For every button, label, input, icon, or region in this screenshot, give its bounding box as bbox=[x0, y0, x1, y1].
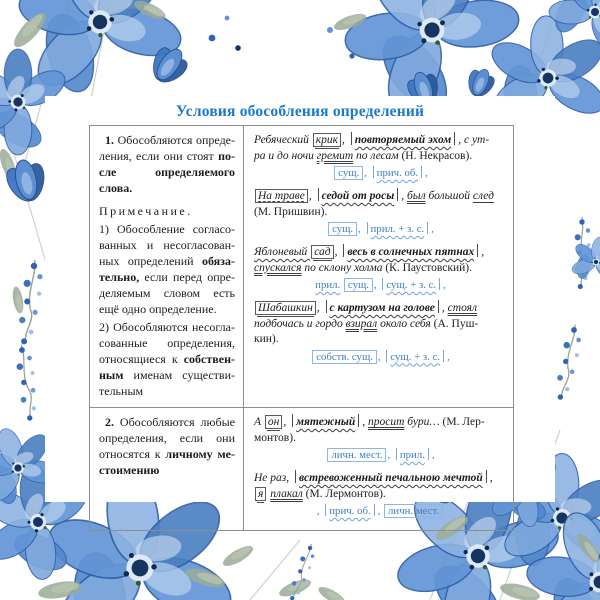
text-segment: , bbox=[443, 279, 446, 291]
table-row bbox=[90, 126, 513, 407]
sentence-line bbox=[252, 300, 509, 317]
text-segment: сущ. bbox=[334, 166, 363, 180]
text-segment: , bbox=[377, 350, 384, 363]
example-sentence bbox=[252, 244, 509, 293]
text-segment: На траве bbox=[255, 189, 308, 203]
text-segment: кин). bbox=[254, 333, 279, 345]
text-segment: встревоженный печальною мечтой bbox=[299, 472, 483, 484]
text-segment: большой bbox=[425, 190, 473, 202]
sentence-line bbox=[252, 132, 509, 149]
phrase-bar bbox=[427, 222, 428, 234]
phrase-bar bbox=[358, 414, 359, 427]
phrase-bar bbox=[343, 244, 344, 257]
text-segment: , bbox=[341, 134, 348, 146]
text-segment: сущ. bbox=[328, 222, 357, 236]
text-segment: (К. Паустовский). bbox=[385, 261, 472, 274]
text-segment: , bbox=[489, 472, 493, 484]
text-segment bbox=[340, 279, 343, 291]
sentence-line bbox=[252, 317, 509, 333]
sentence-line bbox=[252, 431, 509, 447]
text-segment: собств. сущ. bbox=[312, 350, 377, 364]
morphology-label bbox=[252, 504, 509, 519]
text-segment: 2) Обособляются несогласованные определения, относящиеся к bbox=[99, 320, 235, 366]
text-segment: сущ. bbox=[344, 278, 373, 292]
text-segment: прич. об. bbox=[329, 505, 371, 517]
text-segment: прил. bbox=[315, 279, 341, 291]
sentence-line bbox=[252, 188, 509, 205]
text-segment: просит bbox=[368, 416, 405, 428]
phrase-bar bbox=[318, 188, 319, 201]
text-segment: бури… bbox=[404, 416, 443, 428]
text-segment: именам существительным bbox=[99, 368, 235, 398]
morphology-label bbox=[252, 222, 509, 237]
text-segment: Яблоневый bbox=[254, 246, 311, 258]
text-segment: по склону холма bbox=[301, 261, 386, 274]
text-segment: , bbox=[481, 246, 485, 258]
example-sentence bbox=[252, 470, 509, 519]
text-segment: , bbox=[316, 302, 323, 314]
text-segment: с картузом на голове bbox=[329, 302, 435, 314]
rule-paragraph bbox=[99, 221, 235, 317]
text-segment: он bbox=[265, 415, 282, 429]
text-segment: я bbox=[255, 487, 266, 501]
text-segment: , bbox=[358, 223, 364, 235]
text-segment: сущ. + з. с. bbox=[386, 279, 437, 291]
text-segment: обязательно, bbox=[99, 254, 235, 284]
text-segment: , bbox=[364, 167, 370, 179]
text-segment: по лесам bbox=[353, 149, 402, 162]
text-segment: (М. Пришвин). bbox=[254, 205, 328, 218]
text-segment: , bbox=[431, 449, 435, 461]
text-segment: (А. Пуш- bbox=[433, 317, 479, 330]
examples-cell-1 bbox=[244, 126, 513, 407]
phrase-bar bbox=[374, 504, 375, 516]
text-segment: А bbox=[254, 416, 264, 428]
rule-paragraph bbox=[99, 203, 235, 219]
table-row bbox=[90, 407, 513, 530]
text-segment: Шабашкин bbox=[255, 301, 316, 315]
page-title: Условия обособления определений bbox=[175, 103, 425, 120]
text-segment: , bbox=[377, 505, 384, 517]
text-segment: (М. Лер- bbox=[442, 416, 485, 428]
morphology-label bbox=[252, 166, 509, 181]
morphology-label bbox=[252, 350, 509, 365]
text-segment: , bbox=[334, 246, 341, 258]
text-segment: , с ут- bbox=[458, 134, 490, 146]
text-segment: личн. мест. bbox=[384, 504, 443, 518]
phrase-bar bbox=[386, 350, 387, 362]
text-segment: седой от росы bbox=[321, 190, 395, 202]
phrase-bar bbox=[373, 166, 374, 178]
text-segment: , bbox=[373, 279, 380, 291]
sentence-line bbox=[252, 244, 509, 261]
phrase-bar bbox=[292, 414, 293, 427]
text-segment: личн. мест. bbox=[327, 448, 386, 462]
example-sentence bbox=[252, 300, 509, 365]
example-sentence bbox=[252, 414, 509, 463]
text-segment: повторяемый эхом bbox=[354, 134, 452, 146]
text-segment: сущ. + з. с. bbox=[390, 350, 441, 363]
phrase-bar bbox=[397, 188, 398, 201]
morphology-label bbox=[252, 278, 509, 293]
content-panel bbox=[45, 96, 555, 517]
text-segment: был bbox=[407, 190, 426, 202]
text-segment: Обособляются любые определения, если они относятся к bbox=[99, 415, 235, 461]
sentence-line bbox=[252, 414, 509, 431]
phrase-bar bbox=[439, 278, 440, 290]
phrase-bar bbox=[486, 470, 487, 483]
rule-paragraph bbox=[99, 414, 235, 478]
text-segment: мятежный bbox=[296, 416, 356, 428]
sentence-line bbox=[252, 470, 509, 487]
text-segment: стоял bbox=[447, 302, 478, 314]
text-segment: спускался bbox=[254, 261, 302, 274]
rule-cell-2 bbox=[90, 408, 244, 530]
text-segment: собственным bbox=[99, 352, 235, 382]
text-segment: плакал bbox=[270, 487, 303, 500]
phrase-bar bbox=[428, 448, 429, 460]
text-segment: монтов). bbox=[254, 431, 296, 444]
phrase-bar bbox=[477, 244, 478, 257]
rule-paragraph bbox=[99, 319, 235, 399]
phrase-bar bbox=[295, 470, 296, 483]
text-segment: 2. bbox=[105, 415, 114, 429]
example-sentence bbox=[252, 188, 509, 237]
phrase-bar bbox=[325, 504, 326, 516]
text-segment: Обособляются определения, если они стоят bbox=[99, 133, 235, 163]
text-segment: Ребяческий bbox=[254, 134, 312, 146]
phrase-bar bbox=[351, 132, 352, 145]
example-sentence bbox=[252, 132, 509, 181]
sentence-line bbox=[252, 261, 509, 277]
text-segment: ра и до ночи bbox=[254, 149, 317, 162]
morphology-label bbox=[252, 448, 509, 463]
sentence-line bbox=[252, 332, 509, 348]
phrase-bar bbox=[396, 448, 397, 460]
phrase-bar bbox=[438, 300, 439, 313]
text-segment: , bbox=[425, 167, 428, 179]
text-segment: прил. + з. с. bbox=[370, 223, 425, 235]
text-segment: около себя bbox=[377, 317, 434, 330]
text-segment: гремит bbox=[316, 149, 354, 162]
rule-cell-1 bbox=[90, 126, 244, 407]
text-segment: , bbox=[431, 223, 434, 235]
sentence-line bbox=[252, 487, 509, 503]
text-segment: , bbox=[401, 190, 407, 202]
text-segment: след bbox=[472, 190, 494, 202]
text-segment: Примечание. bbox=[99, 204, 193, 218]
text-segment: Не раз, bbox=[254, 472, 293, 484]
text-segment: если перед определяемым словом есть ещё одно определение. bbox=[99, 270, 235, 316]
phrase-bar bbox=[382, 278, 383, 290]
phrase-bar bbox=[326, 300, 327, 313]
phrase-bar bbox=[443, 350, 444, 362]
text-segment: прич. об. bbox=[376, 167, 419, 179]
text-segment: (М. Лермонтов). bbox=[305, 487, 386, 500]
text-segment: (Н. Некрасов). bbox=[401, 149, 473, 162]
text-segment: , bbox=[447, 350, 450, 363]
text-segment: , bbox=[362, 416, 368, 428]
text-segment: , bbox=[316, 505, 323, 517]
text-segment: прил. bbox=[399, 449, 425, 461]
phrase-bar bbox=[421, 166, 422, 178]
text-segment: , bbox=[283, 416, 290, 428]
phrase-bar bbox=[454, 132, 455, 145]
text-segment: , bbox=[308, 190, 315, 202]
text-segment: , bbox=[387, 449, 393, 461]
examples-cell-2 bbox=[244, 408, 513, 530]
text-segment: после определяемого слова. bbox=[99, 149, 235, 195]
text-segment: личному местоимению bbox=[99, 447, 235, 477]
text-segment: 1) Обособление согласованных и несогласованных определений bbox=[99, 222, 235, 268]
text-segment: сад bbox=[311, 245, 333, 259]
text-segment: 1. bbox=[105, 133, 114, 147]
text-segment: взирал bbox=[345, 317, 378, 330]
text-segment: весь в солнечных пятнах bbox=[347, 246, 475, 258]
text-segment: , bbox=[441, 302, 448, 314]
text-segment: подбочась и гордо bbox=[254, 317, 346, 330]
phrase-bar bbox=[367, 222, 368, 234]
text-segment: крик bbox=[313, 133, 341, 147]
rule-paragraph bbox=[99, 132, 235, 196]
sentence-line bbox=[252, 205, 509, 221]
sentence-line bbox=[252, 149, 509, 165]
grammar-table bbox=[89, 125, 514, 531]
